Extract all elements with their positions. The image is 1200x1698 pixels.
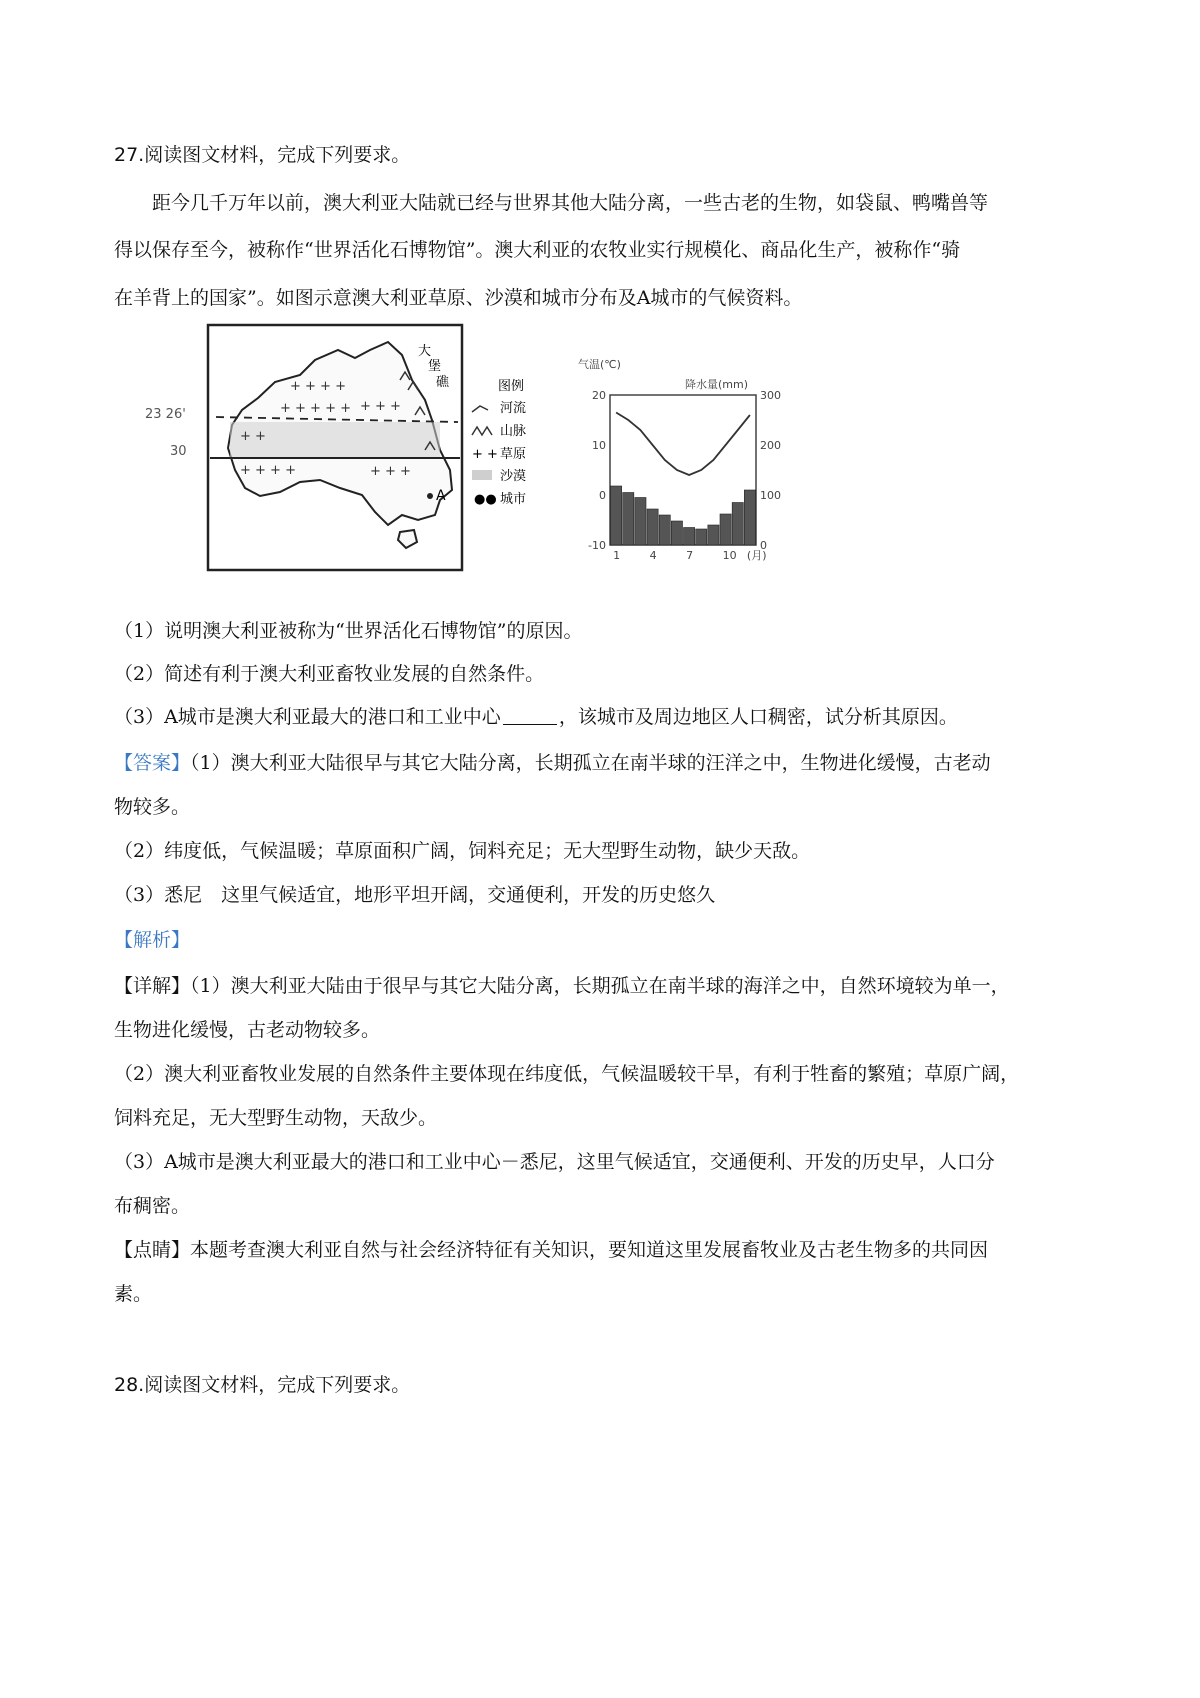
temperature-line bbox=[616, 413, 750, 476]
detail-line-1: 【详解】（1）澳大利亚大陆由于很早与其它大陆分离，长期孤立在南半球的海洋之中，自然环境较为单一， bbox=[114, 975, 1010, 997]
precip-bar bbox=[684, 528, 695, 546]
detail-line-7: 【点睛】本题考查澳大利亚自然与社会经济特征有关知识，要知道这里发展畜牧业及古老生物多的共同因 bbox=[114, 1239, 989, 1261]
lat-label-tropic: 23 26' bbox=[145, 407, 186, 422]
answer-line-3: （2）纬度低，气候温暖；草原面积广阔，饲料充足；无大型野生动物，缺少天敌。 bbox=[114, 840, 811, 862]
precip-tick-label: 100 bbox=[760, 489, 781, 502]
month-tick-label: 1 bbox=[613, 549, 621, 562]
question-27-3-part2: ，该城市及周边地区人口稠密，试分析其原因。 bbox=[558, 706, 958, 728]
temp-tick-label: 10 bbox=[592, 439, 606, 452]
svg-text:+ + + + +: + + + + + bbox=[280, 401, 351, 416]
month-tick-label: 10 bbox=[722, 549, 737, 562]
detail-line-5: （3）A城市是澳大利亚最大的港口和工业中心－悉尼，这里气候适宜，交通便利、开发的历史早，人口分 bbox=[114, 1151, 995, 1173]
precip-bar bbox=[732, 503, 743, 546]
question-27-2: （2）简述有利于澳大利亚畜牧业发展的自然条件。 bbox=[114, 663, 545, 685]
svg-text:+ + +: + + + bbox=[360, 399, 401, 414]
svg-text:+ + + +: + + + + bbox=[290, 379, 346, 394]
precip-tick-label: 0 bbox=[760, 539, 767, 552]
climate-chart bbox=[570, 350, 805, 589]
legend-mountain-icon bbox=[472, 427, 492, 435]
legend-desert: 沙漠 bbox=[500, 469, 527, 484]
precip-bar bbox=[611, 486, 622, 545]
question-27-3 bbox=[114, 702, 958, 732]
temp-tick-label: 20 bbox=[592, 389, 606, 402]
australia-map bbox=[140, 320, 560, 589]
temp-axis-title: 气温(℃) bbox=[578, 358, 621, 371]
month-tick-label: 7 bbox=[686, 549, 694, 562]
month-tick-label: (月) bbox=[746, 549, 767, 562]
precip-axis-title: 降水量(mm) bbox=[685, 378, 749, 391]
legend-city-icon: ●● bbox=[474, 492, 497, 507]
answer-blank[interactable] bbox=[503, 706, 557, 725]
detail-line-2: 生物进化缓慢，古老动物较多。 bbox=[114, 1019, 381, 1041]
material-para-3: 在羊背上的国家”。如图示意澳大利亚草原、沙漠和城市分布及A城市的气候资料。 bbox=[114, 287, 803, 309]
legend-mountain: 山脉 bbox=[500, 424, 527, 439]
precip-bar bbox=[696, 529, 707, 545]
svg-text:+ +: + + bbox=[240, 429, 266, 444]
material-para-2: 得以保存至今，被称作“世界活化石博物馆”。澳大利亚的农牧业实行规模化、商品化生产，被称作“骑 bbox=[114, 239, 961, 261]
svg-text:+ + +: + + + bbox=[370, 464, 411, 479]
temp-tick-label: -10 bbox=[588, 539, 606, 552]
climate-plot-area bbox=[588, 389, 781, 562]
reef-label-3: 礁 bbox=[436, 375, 450, 390]
precip-bar bbox=[708, 525, 719, 545]
answer-line-4: （3）悉尼 这里气候适宜，地形平坦开阔，交通便利，开发的历史悠久 bbox=[114, 884, 716, 906]
legend-desert-icon bbox=[472, 470, 492, 480]
precip-bar bbox=[635, 498, 646, 546]
precip-bar bbox=[623, 493, 634, 546]
svg-text:+ + + +: + + + + bbox=[240, 463, 296, 478]
question-27-title: 27.阅读图文材料，完成下列要求。 bbox=[114, 144, 411, 166]
answer-tag: 【答案】 bbox=[114, 752, 191, 774]
legend-grass-icon: + + bbox=[472, 447, 498, 462]
precip-bar bbox=[720, 514, 731, 545]
analysis-tag: 【解析】 bbox=[114, 929, 191, 951]
precip-bar bbox=[659, 515, 670, 545]
answer-text-1: （1）澳大利亚大陆很早与其它大陆分离，长期孤立在南半球的汪洋之中，生物进化缓慢，古老动 bbox=[190, 752, 991, 774]
detail-line-8: 素。 bbox=[114, 1283, 153, 1305]
city-a-marker bbox=[427, 493, 433, 499]
month-tick-label: 4 bbox=[649, 549, 657, 562]
precip-bar bbox=[671, 521, 682, 545]
legend-city: 城市 bbox=[500, 492, 527, 507]
question-27-1: （1）说明澳大利亚被称为“世界活化石博物馆”的原因。 bbox=[114, 620, 583, 642]
legend-river: 河流 bbox=[500, 401, 527, 416]
legend-river-icon bbox=[472, 406, 488, 412]
reef-label-1: 大 bbox=[418, 344, 432, 359]
question-27-3-part1: （3）A城市是澳大利亚最大的港口和工业中心 bbox=[114, 706, 501, 728]
answer-line-1 bbox=[114, 748, 991, 778]
question-28-title: 28.阅读图文材料，完成下列要求。 bbox=[114, 1374, 411, 1396]
lat-label-30: 30 bbox=[170, 444, 187, 459]
legend-title: 图例 bbox=[498, 379, 525, 394]
answer-line-2: 物较多。 bbox=[114, 796, 191, 818]
detail-line-6: 布稠密。 bbox=[114, 1195, 191, 1217]
temp-tick-label: 0 bbox=[599, 489, 606, 502]
reef-label-2: 堡 bbox=[428, 359, 442, 374]
precip-bar bbox=[744, 490, 755, 545]
precip-tick-label: 200 bbox=[760, 439, 781, 452]
precip-bar bbox=[647, 509, 658, 545]
material-para-1: 距今几千万年以前，澳大利亚大陆就已经与世界其他大陆分离，一些古老的生物，如袋鼠、鸭嘴兽等 bbox=[152, 192, 989, 214]
detail-line-3: （2）澳大利亚畜牧业发展的自然条件主要体现在纬度低，气候温暖较干旱，有利于牲畜的繁殖；草原广阔， bbox=[114, 1063, 1020, 1085]
detail-line-4: 饲料充足，无大型野生动物，天敌少。 bbox=[114, 1107, 438, 1129]
legend-grassland: 草原 bbox=[500, 447, 527, 462]
precip-tick-label: 300 bbox=[760, 389, 781, 402]
city-a-label: A bbox=[436, 488, 446, 504]
